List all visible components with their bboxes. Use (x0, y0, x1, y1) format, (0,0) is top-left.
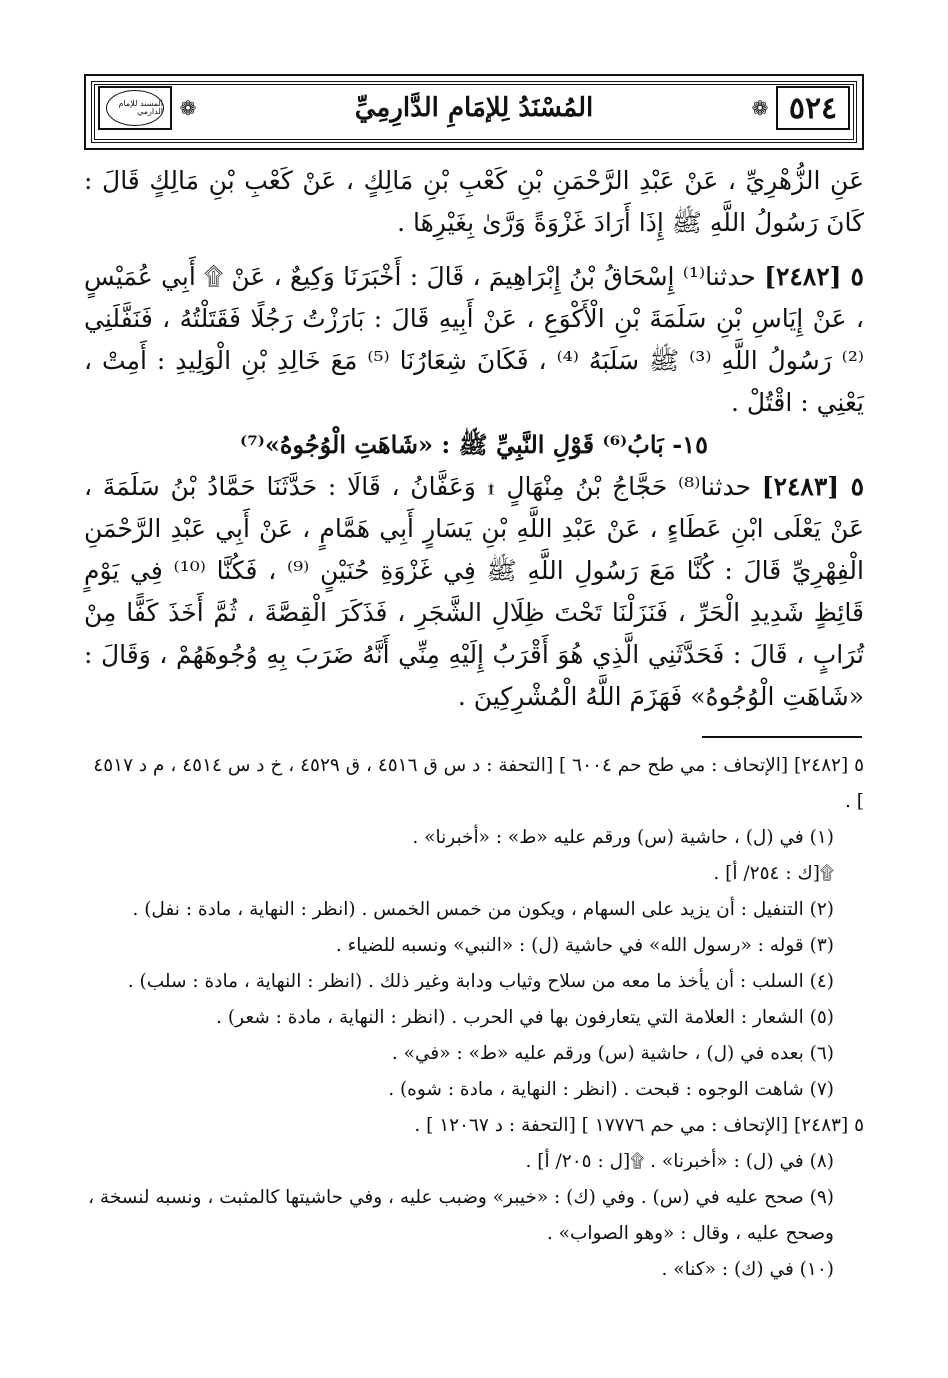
paragraph-continuation: عَنِ الزُّهْرِيِّ ، عَنْ عَبْدِ الرَّحْمَنِ بْنِ كَعْبِ بْنِ مَالِكٍ ، عَنْ كَعْبِ بْنِ مَالِكٍ قَالَ : كَانَ رَسُولُ اللَّهِ ﷺ إِذَا أَرَادَ غَزْوَةً وَرَّىٰ بِغَيْرِهَا . (84, 166, 864, 237)
footnote: (٢) التنفيل : أن يزيد على السهام ، ويكون من خمس الخمس . (انظر : النهاية ، مادة : نفل) . (132, 899, 834, 920)
footnote-ref: ٥ [٢٤٨٣] [الإتحاف : مي حم ١٧٧٧٦ ] [التحفة : د ١٢٠٦٧ ] . (414, 1115, 864, 1136)
hadith-text: حدثنا⁽⁸⁾ حَجَّاجُ بْنُ مِنْهَالٍ ۩ وَعَفَّانُ ، قَالَا : حَدَّثَنَا حَمَّادُ بْنُ سَلَمَةَ ، عَنْ يَعْلَى ابْنِ عَطَاءٍ ، عَنْ عَبْدِ اللَّهِ بْنِ يَسَارٍ أَبِي هَمَّامٍ ، عَنْ أَبِي عَبْدِ الرَّحْمَنِ الْفِهْرِيِّ قَالَ : كُنَّا مَعَ رَسُولِ اللَّهِ ﷺ فِي غَزْوَةِ حُنَيْنٍ ⁽⁹⁾ ، فَكُنَّا ⁽¹⁰⁾ فِي يَوْمٍ قَائِظٍ شَدِيدِ الْحَرِّ ، فَنَزَلْنَا تَحْتَ ظِلَالِ الشَّجَرِ ، فَذَكَرَ الْقِصَّةَ ، ثُمَّ أَخَذَ كَفًّا مِنْ تُرَابٍ ، قَالَ : فَحَدَّثَنِي الَّذِي هُوَ أَقْرَبُ إِلَيْهِ مِنِّي أَنَّهُ ضَرَبَ بِهِ وُجُوهَهُمْ ، وَقَالَ : «شَاهَتِ الْوُجُوهُ» فَهَزَمَ اللَّهُ الْمُشْرِكِينَ . (84, 472, 864, 711)
book-seal-logo (98, 86, 172, 130)
footnotes (84, 748, 864, 1288)
page-number: ٥٢٤ (776, 86, 850, 130)
page-header (84, 74, 864, 150)
hadith-2482 (84, 256, 864, 424)
seal-emblem: المسند للإمام الدارمي (106, 90, 164, 126)
footnote: (٨) في (ل) : «أخبرنا» . ۩[ل : ٢٠٥/ أ] . (525, 1151, 834, 1172)
ornament-left-icon: ❁ (179, 96, 197, 120)
main-text (84, 160, 864, 718)
footnote: (٦) بعده في (ل) ، حاشية (س) ورقم عليه «ط» : «في» . (391, 1043, 834, 1064)
footnote-separator (702, 736, 862, 738)
footnote: (٤) السلب : أن يأخذ ما معه من سلاح وثياب ودابة وغير ذلك . (انظر : النهاية ، مادة : سلب) . (127, 971, 834, 992)
running-title: المُسْنَدُ لِلإمَامِ الدَّارِمِيِّ (354, 93, 594, 123)
footnote: (١٠) في (ك) : «كنا» . (661, 1259, 834, 1280)
footnote: ۩[ك : ٢٥٤/ أ] . (713, 863, 834, 884)
ornament-right-icon: ❁ (751, 96, 769, 120)
footnote-ref: ٥ [٢٤٨٢] [الإتحاف : مي طح حم ٦٠٠٤ ] [التحفة : د س ق ٤٥١٦ ، ق ٤٥٢٩ ، خ د س ٤٥١٤ ، م د ٤٥١٧ ] . (93, 755, 864, 812)
footnote: (٩) صحح عليه في (س) . وفي (ك) : «خيبر» وضبب عليه ، وفي حاشيتها كالمثبت ، ونسبه لنسخة ، وصحح عليه ، وقال : «وهو الصواب» . (88, 1187, 834, 1244)
hadith-2483 (84, 466, 864, 718)
hadith-number: ٥ [٢٤٨٢] (764, 262, 864, 291)
hadith-number: ٥ [٢٤٨٣] (761, 472, 864, 501)
hadith-text: حدثنا⁽¹⁾ إِسْحَاقُ بْنُ إِبْرَاهِيمَ ، قَالَ : أَخْبَرَنَا وَكِيعٌ ، عَنْ ۩ أَبِي عُمَيْسٍ ، عَنْ إِيَاسِ بْنِ سَلَمَةَ بْنِ الْأَكْوَعِ ، عَنْ أَبِيهِ قَالَ : بَارَزْتُ رَجُلًا فَقَتَلْتُهُ ، فَنَفَّلَنِي ⁽²⁾ رَسُولُ اللَّهِ ⁽³⁾ ﷺ سَلَبَهُ ⁽⁴⁾ ، فَكَانَ شِعَارُنَا ⁽⁵⁾ مَعَ خَالِدِ بْنِ الْوَلِيدِ : أَمِتْ ، يَعْنِي : اقْتُلْ . (84, 262, 864, 417)
footnote: (٧) شاهت الوجوه : قبحت . (انظر : النهاية ، مادة : شوه) . (388, 1079, 834, 1100)
footnote: (٣) قوله : «رسول الله» في حاشية (ل) : «النبي» ونسبه للضياء . (335, 935, 834, 956)
chapter-heading: ١٥- بَابُ⁽⁶⁾ قَوْلِ النَّبِيِّ ﷺ : «شَاهَتِ الْوُجُوهُ»⁽⁷⁾ (240, 430, 708, 459)
footnote: (٥) الشعار : العلامة التي يتعارفون بها في الحرب . (انظر : النهاية ، مادة : شعر) . (216, 1007, 834, 1028)
footnote: (١) في (ل) ، حاشية (س) ورقم عليه «ط» : «أخبرنا» . (412, 827, 834, 848)
